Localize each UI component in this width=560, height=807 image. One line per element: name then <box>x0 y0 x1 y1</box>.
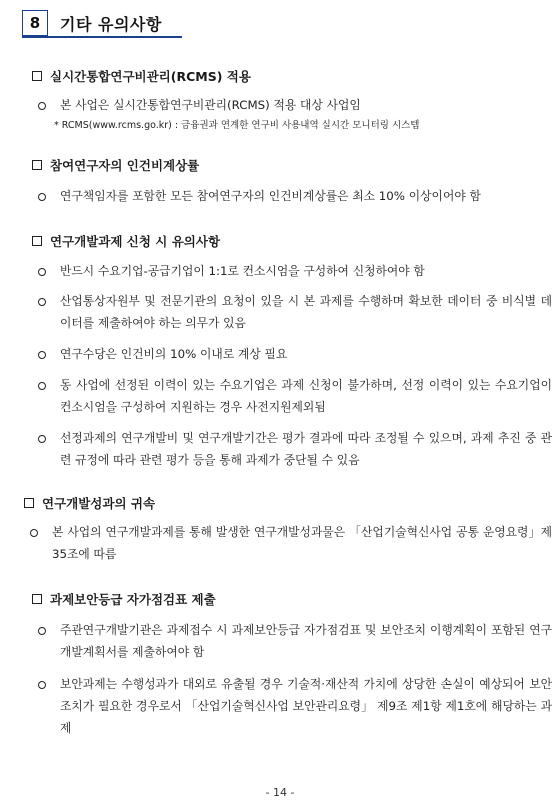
list-item: 반드시 수요기업-공급기업이 1:1로 컨소시엄을 구성하여 신청하여야 함 <box>38 260 552 282</box>
list-item: 보안과제는 수행성과가 대외로 유출될 경우 기술적·재산적 가치에 상당한 손실이 예상되어 보안 조치가 필요한 경우로서 「산업기술혁신사업 보안관리요령」 제9조 제1항 제1호에 해당하는 과제 <box>38 673 552 739</box>
checkbox-square-icon <box>32 160 42 170</box>
hollow-circle-bullet-icon <box>38 374 60 418</box>
list-item: 동 사업에 선정된 이력이 있는 수요기업은 과제 신청이 불가하며, 선정 이력이 있는 수요기업이 컨소시엄을 구성하여 지원하는 경우 사전지원제외됨 <box>38 374 552 418</box>
list-item: 본 사업은 실시간통합연구비관리(RCMS) 적용 대상 사업임 <box>38 94 552 116</box>
hollow-circle-bullet-icon <box>38 619 60 663</box>
hollow-circle-bullet-icon <box>38 290 60 334</box>
section-number: 8 <box>22 10 48 36</box>
list-item: 연구책임자를 포함한 모든 참여연구자의 인건비계상률은 최소 10% 이상이어야 함 <box>38 185 552 207</box>
subsection-heading: 실시간통합연구비관리(RCMS) 적용 <box>32 67 251 85</box>
footnote: * RCMS(www.rcms.go.kr) : 금융권과 연계한 연구비 사용내역 실시간 모니터링 시스템 <box>54 120 420 131</box>
section-title: 기타 유의사항 <box>60 14 162 34</box>
hollow-circle-bullet-icon <box>30 521 52 565</box>
subsection-heading: 연구개발성과의 귀속 <box>24 494 155 512</box>
subsection-heading: 연구개발과제 신청 시 유의사항 <box>32 232 220 250</box>
section-underline <box>22 36 182 38</box>
list-item: 주관연구개발기관은 과제접수 시 과제보안등급 자가점검표 및 보안조치 이행계획이 포함된 연구개발계획서를 제출하여야 함 <box>38 619 552 663</box>
hollow-circle-bullet-icon <box>38 94 60 116</box>
hollow-circle-bullet-icon <box>38 673 60 739</box>
hollow-circle-bullet-icon <box>38 185 60 207</box>
subsection-heading: 참여연구자의 인건비계상률 <box>32 156 199 174</box>
checkbox-square-icon <box>32 71 42 81</box>
section-header <box>22 8 162 38</box>
hollow-circle-bullet-icon <box>38 427 60 471</box>
page-number: - 14 - <box>265 786 295 799</box>
list-item: 산업통상자원부 및 전문기관의 요청이 있을 시 본 과제를 수행하며 확보한 데이터 중 비식별 데이터를 제출하여야 하는 의무가 있음 <box>38 290 552 334</box>
hollow-circle-bullet-icon <box>38 260 60 282</box>
checkbox-square-icon <box>32 236 42 246</box>
list-item: 선정과제의 연구개발비 및 연구개발기간은 평가 결과에 따라 조정될 수 있으며, 과제 추진 중 관련 규정에 따라 관련 평가 등을 통해 과제가 중단될 수 있음 <box>38 427 552 471</box>
list-item: 본 사업의 연구개발과제를 통해 발생한 연구개발성과물은 「산업기술혁신사업 공통 운영요령」제35조에 따름 <box>30 521 552 565</box>
checkbox-square-icon <box>32 594 42 604</box>
hollow-circle-bullet-icon <box>38 343 60 365</box>
subsection-heading: 과제보안등급 자가점검표 제출 <box>32 590 216 608</box>
list-item: 연구수당은 인건비의 10% 이내로 계상 필요 <box>38 343 552 365</box>
checkbox-square-icon <box>24 498 34 508</box>
